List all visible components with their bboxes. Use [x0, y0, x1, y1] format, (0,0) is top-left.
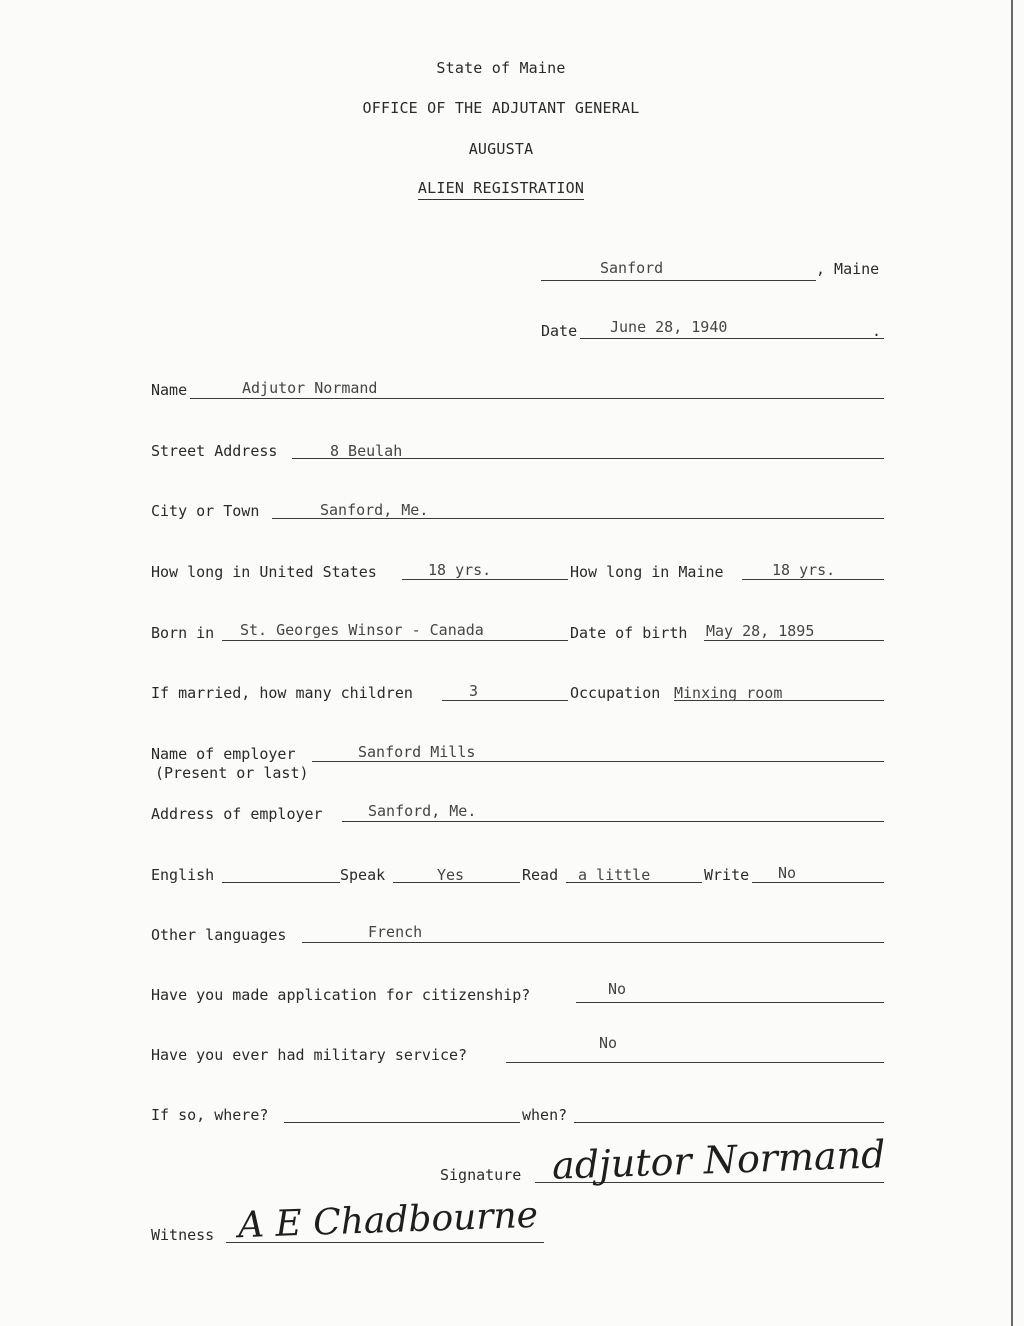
- how-long-maine-label: How long in Maine: [570, 563, 724, 581]
- date-of-birth-value: May 28, 1895: [706, 622, 815, 640]
- office-heading: OFFICE OF THE ADJUTANT GENERAL: [362, 99, 640, 117]
- form-title: [0, 179, 1002, 197]
- born-in-label: Born in: [151, 624, 215, 642]
- write-label: Write: [704, 866, 750, 884]
- write-line: [752, 882, 884, 883]
- how-long-maine-value: 18 yrs.: [772, 561, 836, 579]
- read-label: Read: [522, 866, 559, 884]
- name-line: [190, 398, 884, 399]
- how-long-us-line: [402, 579, 568, 580]
- other-languages-label: Other languages: [151, 926, 287, 944]
- employer-label: Name of employer: [151, 745, 296, 763]
- how-long-us-value: 18 yrs.: [428, 561, 492, 579]
- location-line: [541, 280, 816, 281]
- city-label: City or Town: [151, 502, 260, 520]
- born-in-value: St. Georges Winsor - Canada: [240, 621, 484, 639]
- citizenship-label: Have you made application for citizenship?: [151, 986, 531, 1004]
- citizenship-line: [576, 1002, 884, 1003]
- speak-label: Speak: [340, 866, 386, 884]
- employer-address-value: Sanford, Me.: [368, 802, 477, 820]
- military-line: [506, 1062, 884, 1063]
- born-in-line: [222, 640, 568, 641]
- form-title-text: ALIEN REGISTRATION: [418, 179, 584, 200]
- children-value: 3: [469, 682, 479, 700]
- other-languages-line: [302, 942, 884, 943]
- speak-value: Yes: [437, 866, 465, 884]
- date-of-birth-line: [704, 640, 884, 641]
- employer-line: [312, 761, 884, 762]
- how-long-maine-line: [742, 579, 884, 580]
- location-suffix: , Maine: [816, 260, 880, 278]
- name-value: Adjutor Normand: [242, 379, 378, 397]
- children-label: If married, how many children: [151, 684, 413, 702]
- citizenship-value: No: [608, 980, 627, 998]
- military-label: Have you ever had military service?: [151, 1046, 468, 1064]
- street-label: Street Address: [151, 442, 278, 460]
- state-heading: State of Maine: [436, 59, 566, 77]
- military-value: No: [599, 1034, 618, 1052]
- other-languages-value: French: [368, 923, 423, 941]
- scan-edge: [1011, 0, 1013, 1326]
- street-value: 8 Beulah: [330, 442, 403, 460]
- english-line: [222, 882, 340, 883]
- write-value: No: [778, 864, 797, 882]
- city-heading: AUGUSTA: [468, 140, 534, 158]
- english-label: English: [151, 866, 215, 884]
- occupation-value: Minxing room: [674, 684, 783, 702]
- when-line: [574, 1122, 884, 1123]
- signature-label: Signature: [440, 1166, 522, 1184]
- city-value: Sanford, Me.: [320, 501, 429, 519]
- employer-note: (Present or last): [155, 764, 309, 782]
- date-end-mark: .: [872, 322, 882, 340]
- children-line: [442, 700, 568, 701]
- how-long-us-label: How long in United States: [151, 563, 377, 581]
- location-value: Sanford: [600, 259, 664, 277]
- date-line: [580, 338, 884, 339]
- if-so-where-label: If so, where?: [151, 1106, 269, 1124]
- employer-value: Sanford Mills: [358, 743, 476, 761]
- witness-signature: A E Chadbourne: [237, 1194, 539, 1247]
- if-so-where-line: [284, 1122, 520, 1123]
- date-value: June 28, 1940: [610, 318, 728, 336]
- name-label: Name: [151, 381, 188, 399]
- witness-label: Witness: [151, 1226, 215, 1244]
- applicant-signature: adjutor Normand: [551, 1132, 887, 1188]
- employer-address-line: [342, 821, 884, 822]
- when-label: when?: [522, 1106, 568, 1124]
- date-of-birth-label: Date of birth: [570, 624, 688, 642]
- employer-address-label: Address of employer: [151, 805, 323, 823]
- read-value: a little: [578, 866, 651, 884]
- date-label: Date: [541, 322, 578, 340]
- occupation-label: Occupation: [570, 684, 661, 702]
